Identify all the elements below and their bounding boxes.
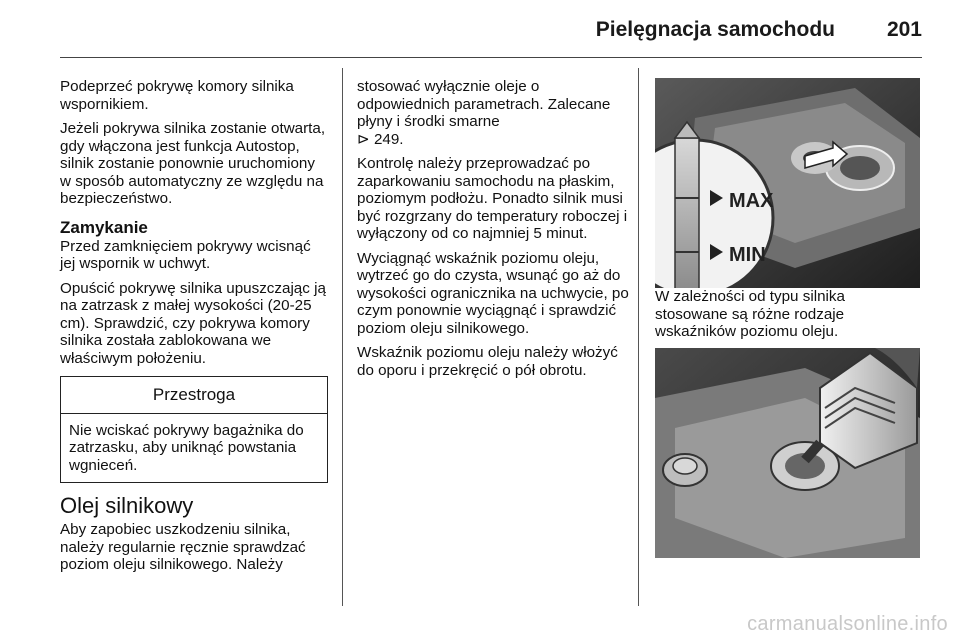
caution-text: Nie wciskać pokrywy bagażnika do zatrzasku, aby uniknąć powstania wgnieceń.	[69, 421, 304, 474]
paragraph	[357, 78, 629, 148]
paragraph-text: stosować wyłącznie oleje o odpowiednich parametrach. Zalecane płyny i środki smarne	[357, 78, 611, 130]
column-divider-1	[342, 68, 343, 606]
oil-filling-illustration-svg	[655, 348, 920, 558]
paragraph: Jeżeli pokrywa silnika zostanie otwarta, gdy włączona jest funkcja Autostop, silnik zostanie ponownie uruchomiony w sposób automatyczny ze względu na bezpieczeństwo.	[60, 120, 326, 207]
page-header-title: Pielęgnacja samochodu	[595, 18, 835, 41]
paragraph: Wyciągnąć wskaźnik poziomu oleju, wytrzeć go do czysta, wsunąć go aż do wysokości ogranicznika na uchwycie, po czym ponownie wyciągnąć i sprawdzić poziom oleju silnikowego.	[357, 249, 629, 337]
dipstick-min-label: MIN	[729, 244, 766, 266]
paragraph: Przed zamknięciem pokrywy wcisnąć jej wspornik w uchwyt.	[60, 237, 311, 272]
column-left	[60, 78, 328, 581]
paragraph: Opuścić pokrywę silnika upuszczając ją na zatrzask z małej wysokości (20-25 cm). Sprawdzić, czy pokrywa komory silnika została zablokowana we właściwym położeniu.	[60, 279, 326, 367]
subheading-closing: Zamykanie	[60, 217, 148, 237]
paragraph: Kontrolę należy przeprowadzać po zaparkowaniu samochodu na płaskim, poziomym podłożu. Ponadto silnik musi być rozgrzany do temperatury roboczej i wyłączony od co najmniej 5 minut.	[357, 155, 628, 242]
watermark: carmanualsonline.info	[747, 613, 948, 635]
caution-box	[60, 376, 328, 483]
oil-filling-illustration	[655, 348, 920, 558]
section-title-engine-oil: Olej silnikowy	[60, 493, 194, 518]
dipstick-illustration	[655, 78, 920, 288]
caution-title: Przestroga	[61, 377, 327, 414]
paragraph: Aby zapobiec uszkodzeniu silnika, należy regularnie ręcznie sprawdzać poziom oleju silnikowego. Należy	[60, 521, 306, 573]
image-caption: W zależności od typu silnika stosowane są różne rodzaje wskaźników poziomu oleju.	[655, 288, 845, 340]
page-number: 201	[886, 18, 922, 41]
paragraph: Podeprzeć pokrywę komory silnika wspornikiem.	[60, 78, 294, 113]
paragraph: Wskaźnik poziomu oleju należy włożyć do oporu i przekręcić o pół obrotu.	[357, 344, 618, 379]
header-rule	[60, 57, 922, 58]
column-right	[655, 78, 920, 558]
page-reference[interactable]: 249.	[373, 130, 404, 148]
dipstick-illustration-svg	[655, 78, 920, 288]
dipstick-max-label: MAX	[729, 190, 774, 212]
column-divider-2	[638, 68, 639, 606]
column-middle	[357, 78, 629, 386]
page-reference-arrow-icon: ⊳	[357, 130, 370, 148]
